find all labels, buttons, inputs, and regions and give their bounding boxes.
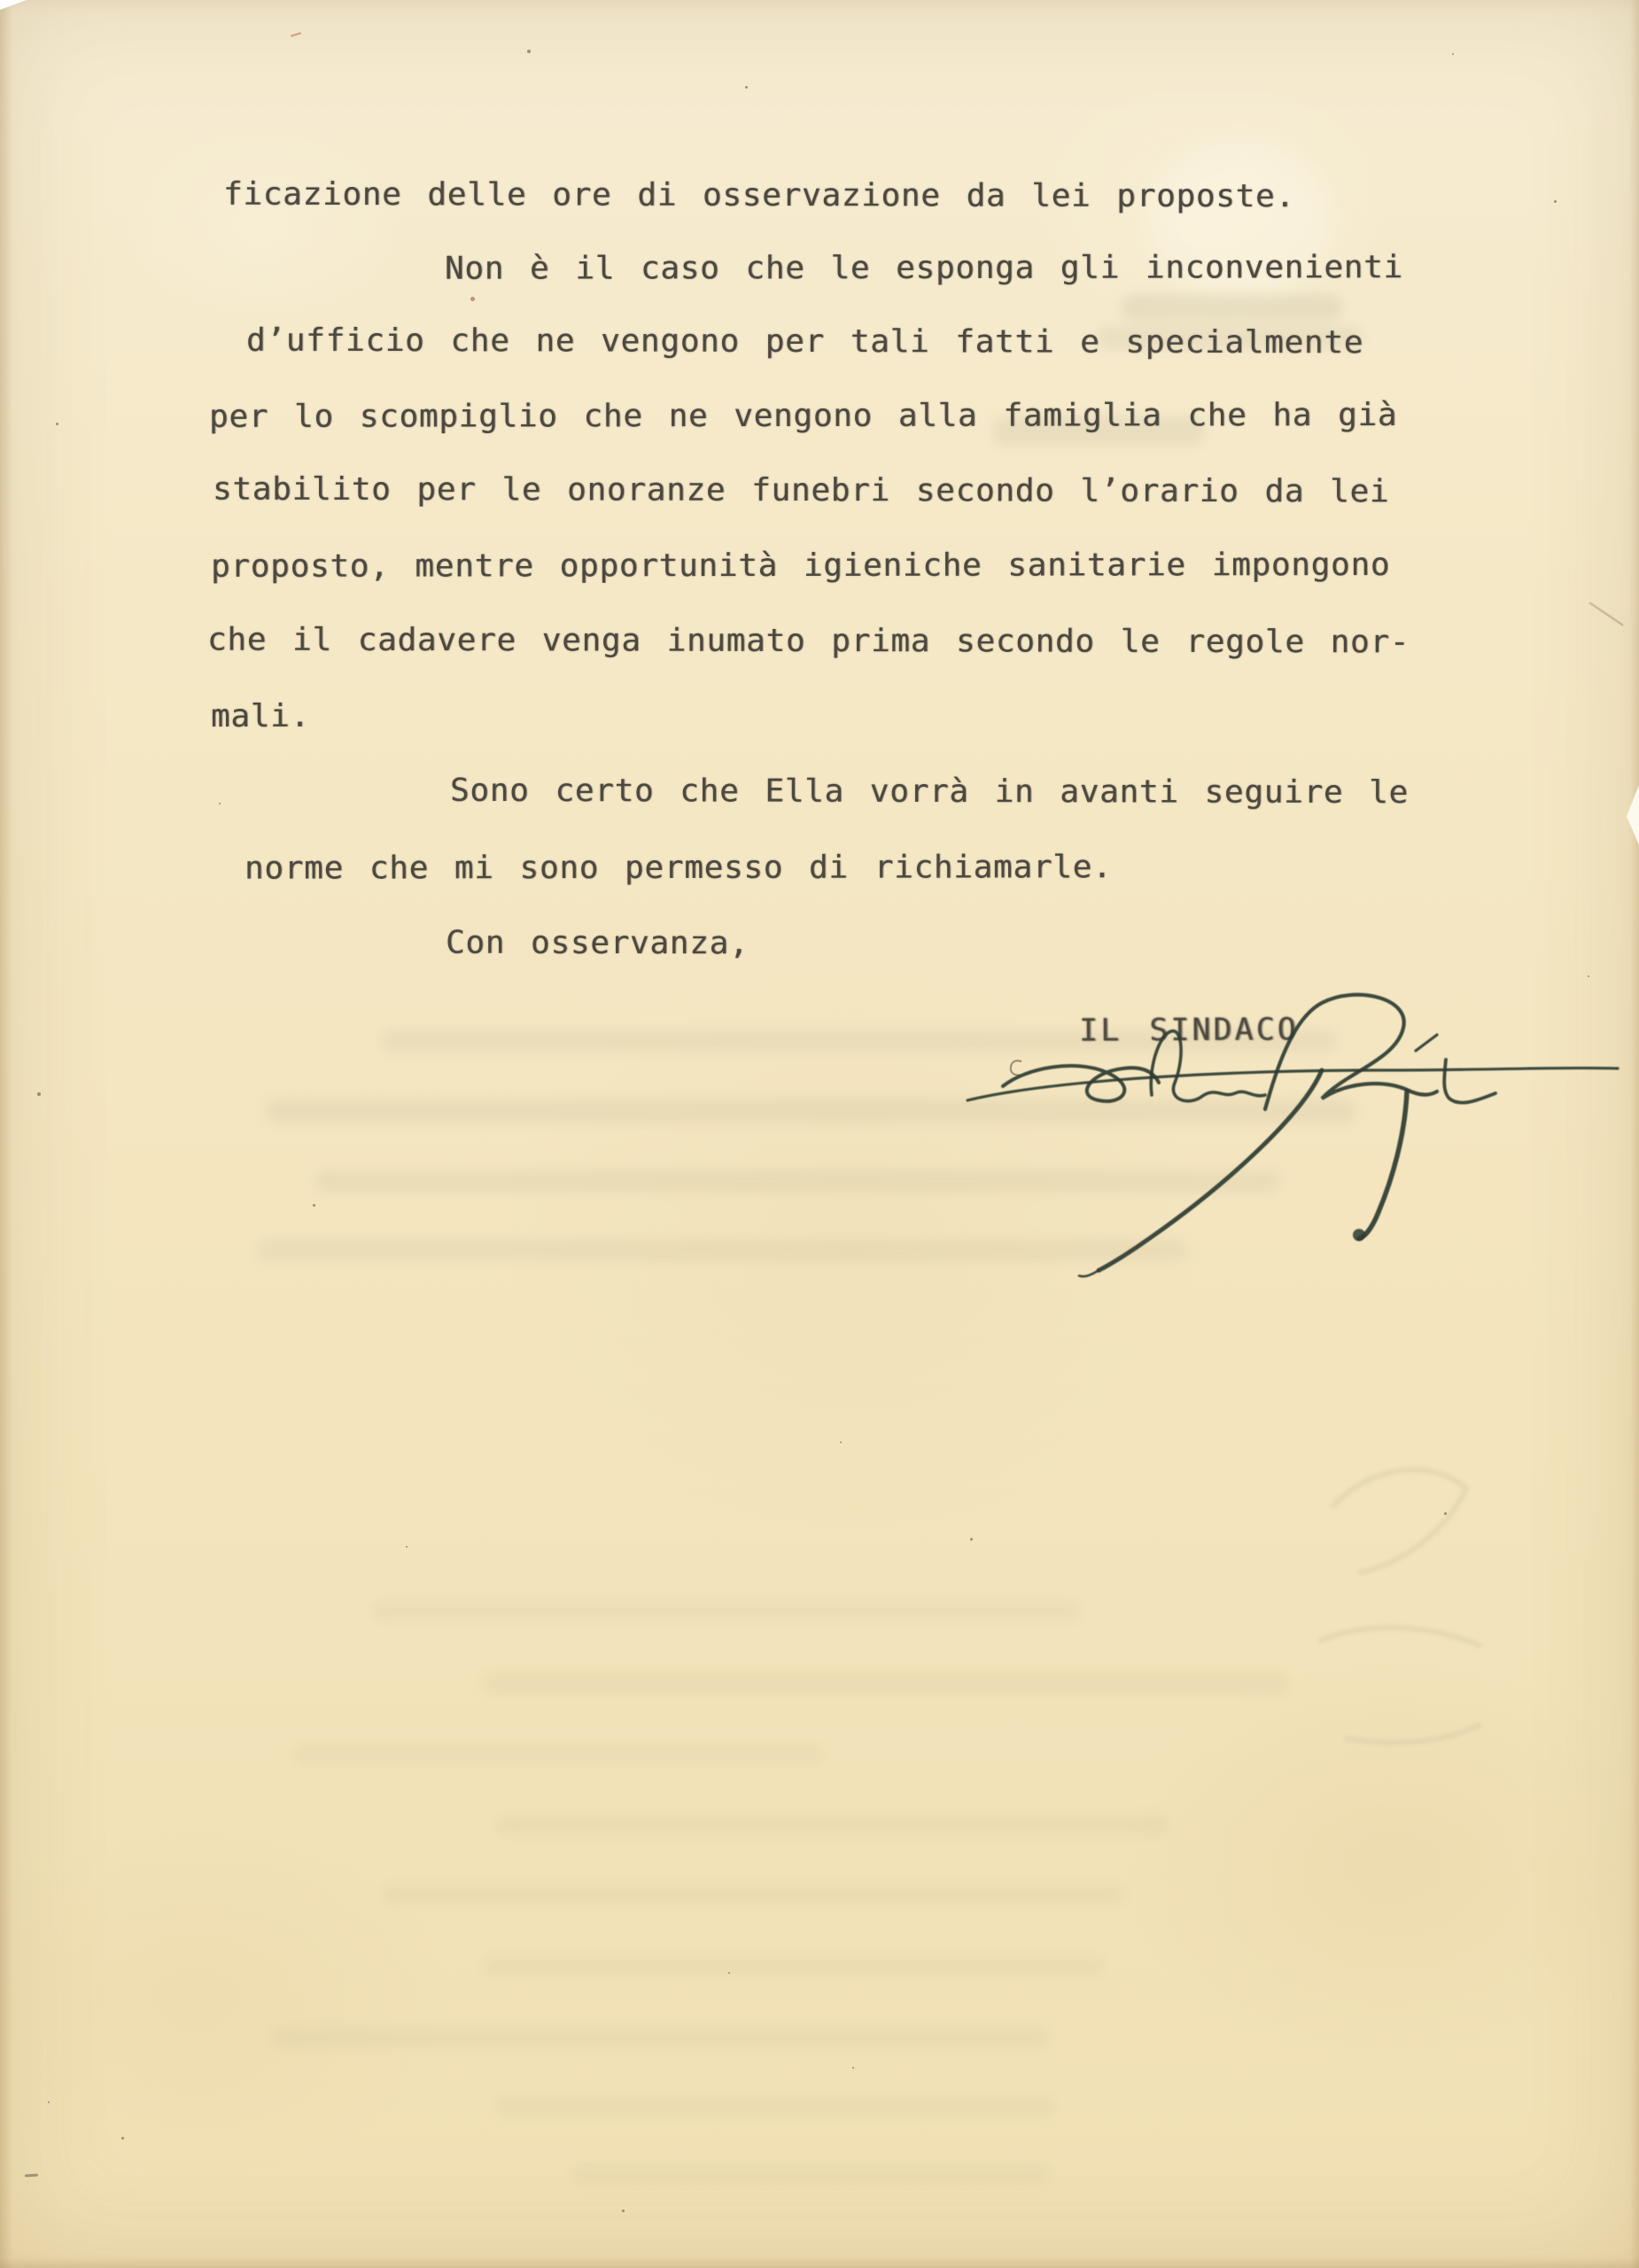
ink-red-dot — [470, 297, 475, 301]
bleedthrough-row — [266, 1099, 1355, 1123]
signature-title: IL SINDACO — [1078, 1012, 1299, 1049]
bleedthrough-row — [270, 2027, 1050, 2048]
paper-bottom-edge-shadow — [0, 2257, 1639, 2268]
ink-flick-mark — [1009, 1059, 1021, 1076]
paper-speck — [48, 2101, 50, 2103]
paper-speck — [840, 1441, 842, 1443]
paper-speck — [37, 1092, 41, 1096]
bleedthrough-row — [483, 1956, 1103, 1977]
paper-speck — [313, 1204, 315, 1207]
paper-fiber — [291, 32, 301, 37]
bleedthrough-row — [483, 1673, 1289, 1694]
typed-line: d’ufficio che ne vengono per tali fatti e specialmente — [245, 322, 1364, 361]
paper-speck — [1588, 975, 1589, 977]
bleedthrough-row — [496, 2096, 1054, 2117]
paper-speck — [622, 2210, 625, 2212]
typed-line: norme che mi sono permesso di richiamarle. — [244, 849, 1113, 887]
paper-speck — [1452, 53, 1454, 55]
typed-line: per lo scompiglio che ne vengono alla famiglia che ha già — [208, 397, 1398, 435]
bleedthrough-row — [1121, 294, 1342, 321]
paper-corner-notch — [0, 0, 27, 10]
paper-speck — [728, 1972, 730, 1974]
paper-speck — [56, 423, 58, 425]
paper-speck — [121, 2137, 124, 2140]
typed-line: Non è il caso che le esponga gli inconvenienti — [444, 249, 1403, 287]
typed-line: Con osservanza, — [445, 924, 750, 962]
typed-line: che il cadavere venga inumato prima secondo le regole nor- — [206, 621, 1410, 661]
bleedthrough-row — [571, 2164, 1050, 2186]
bleedthrough-row — [381, 1884, 1125, 1905]
paper-speck — [970, 1538, 973, 1541]
paper-left-edge-shadow — [0, 0, 12, 2268]
paper-speck — [527, 50, 531, 53]
paper-speck — [1444, 1512, 1447, 1515]
paper-right-edge-shadow — [1630, 0, 1639, 2268]
bleedthrough-row — [496, 1814, 1169, 1836]
paper-speck — [219, 803, 221, 804]
pencil-dash-mark — [25, 2173, 38, 2177]
typed-line: mali. — [210, 697, 311, 735]
typed-line: ficazione delle ore di osservazione da lei proposte. — [222, 175, 1295, 215]
paper-speck — [745, 86, 748, 89]
paper-speck — [1554, 200, 1557, 203]
bleedthrough-row — [315, 1169, 1280, 1192]
typed-line: proposto, mentre opportunità igieniche sanitarie impongono — [210, 547, 1391, 585]
typed-line: stabilito per le onoranze funebri secondo l’orario da lei — [212, 470, 1390, 510]
typed-line: Sono certo che Ella vorrà in avanti seguire le — [449, 772, 1410, 812]
bleedthrough-row — [372, 1600, 1081, 1621]
paper-speck — [852, 2067, 854, 2069]
bleedthrough-row — [257, 1239, 1187, 1262]
paper-speck — [406, 1546, 408, 1548]
paper-crack-line — [1589, 602, 1623, 625]
bleedthrough-row — [292, 1744, 824, 1765]
